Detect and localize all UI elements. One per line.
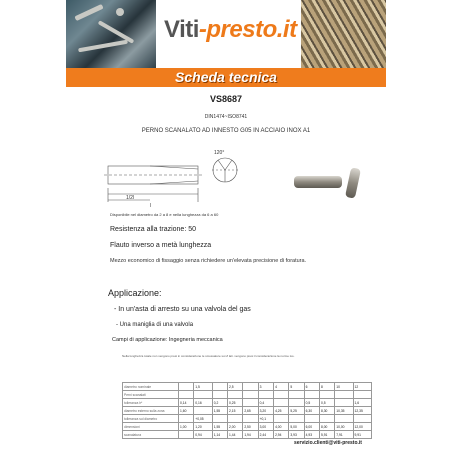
table-row-label: scanalatura: [123, 431, 179, 439]
table-cell: [335, 391, 353, 399]
table-cell: 8: [319, 383, 334, 391]
header: [66, 0, 386, 68]
table-row: [123, 383, 372, 391]
table-cell: 7,91: [335, 431, 353, 439]
table-cell: 3,93: [289, 431, 304, 439]
contact-email[interactable]: servizio.clienti@viti-presto.it: [294, 440, 362, 446]
table-cell: [243, 383, 258, 391]
table-cell: 0,5: [319, 399, 334, 407]
table-cell: 6,00: [304, 423, 319, 431]
table-cell: [228, 391, 243, 399]
table-row-label: dimensioni: [123, 423, 179, 431]
table-cell: 12,00: [353, 423, 371, 431]
table-cell: 0,5: [304, 399, 319, 407]
applications-heading: Applicazione:: [108, 288, 162, 298]
table-row-label: Perni scanalati: [123, 391, 179, 399]
table-cell: 5,00: [289, 423, 304, 431]
table-cell: [289, 399, 304, 407]
table-cell: 12: [353, 383, 371, 391]
table-cell: 1,6: [353, 399, 371, 407]
specs-table: [122, 382, 372, 439]
table-row-label: tolleranza h*: [123, 399, 179, 407]
product-norm: DIN1474~ISO8741: [204, 114, 248, 120]
table-row-label: diametro esterno sulla zona: [123, 407, 179, 415]
table-cell: 2,44: [258, 431, 273, 439]
drawing-label-length: l: [150, 203, 152, 208]
table-cell: 2,94: [274, 431, 289, 439]
page: [66, 0, 386, 452]
application-item: - Una maniglia di una valvola: [116, 322, 194, 328]
table-cell: 6: [304, 383, 319, 391]
table-cell: 2,5: [228, 383, 243, 391]
table-cell: [274, 399, 289, 407]
table-cell: [304, 391, 319, 399]
table-cell: +0,05: [194, 415, 212, 423]
table-cell: 3,00: [258, 423, 273, 431]
table-cell: [289, 391, 304, 399]
sheet-title: Scheda tecnica: [175, 69, 277, 85]
table-cell: +0,1: [258, 415, 273, 423]
table-cell: 1,94: [243, 431, 258, 439]
table-cell: 1,55: [212, 407, 227, 415]
table-cell: 8,30: [319, 407, 334, 415]
table-cell: 10,35: [335, 407, 353, 415]
table-row: [123, 391, 372, 399]
technical-drawing: [100, 146, 250, 208]
table-cell: [304, 415, 319, 423]
application-item: - In un'asta di arresto su una valvola del gas: [114, 306, 251, 313]
product-code: VS8687: [209, 94, 243, 104]
table-cell: 0,14: [179, 399, 194, 407]
table-cell: [258, 391, 273, 399]
table-cell: 1,55: [212, 423, 227, 431]
table-cell: [179, 391, 194, 399]
title-bar: [66, 68, 386, 87]
table-row: [123, 423, 372, 431]
table-row: [123, 399, 372, 407]
table-row: [123, 407, 372, 415]
table-cell: 12,35: [353, 407, 371, 415]
table-cell: 1,00: [179, 423, 194, 431]
usage-text: Mezzo economico di fissaggio senza richiedere un'elevata precisione di foratura.: [110, 258, 307, 264]
table-cell: [212, 415, 227, 423]
table-cell: [289, 415, 304, 423]
table-cell: 4: [274, 383, 289, 391]
table-cell: 2,00: [228, 423, 243, 431]
table-cell: 4,00: [274, 423, 289, 431]
table-cell: 1,5: [194, 383, 212, 391]
length-note: Nella lunghezza totale non vengono presi in considerazione le smussature sui Z lati. vengono presi il considerazione la norme iso.: [122, 354, 295, 358]
table-cell: 0,4: [258, 399, 273, 407]
table-row: [123, 415, 372, 423]
table-cell: [179, 383, 194, 391]
table-row: [123, 431, 372, 439]
table-cell: 3,20: [258, 407, 273, 415]
product-description: PERNO SCANALATO AD INNESTO G05 IN ACCIAIO INOX A1: [141, 128, 311, 134]
table-cell: 8,00: [319, 423, 334, 431]
table-cell: [243, 399, 258, 407]
table-cell: 3: [258, 383, 273, 391]
table-cell: [353, 391, 371, 399]
table-cell: 9,91: [353, 431, 371, 439]
table-cell: [319, 415, 334, 423]
logo[interactable]: Viti-presto.it: [164, 16, 297, 43]
table-cell: 10,00: [335, 423, 353, 431]
table-cell: [179, 415, 194, 423]
table-cell: 4,93: [304, 431, 319, 439]
table-cell: [243, 391, 258, 399]
table-cell: 1,44: [228, 431, 243, 439]
table-cell: [335, 399, 353, 407]
table-cell: [274, 391, 289, 399]
resistance-text: Resistenza alla trazione: 50: [110, 226, 196, 233]
table-cell: [228, 415, 243, 423]
header-photo-tools: [66, 0, 156, 68]
table-cell: [212, 391, 227, 399]
table-cell: 0,94: [194, 431, 212, 439]
table-cell: [179, 431, 194, 439]
table-cell: 2,65: [243, 407, 258, 415]
table-cell: 0,2: [212, 399, 227, 407]
table-cell: [194, 407, 212, 415]
table-cell: [335, 415, 353, 423]
product-photo: [292, 160, 362, 200]
table-cell: 4,25: [274, 407, 289, 415]
table-cell: 0,25: [228, 399, 243, 407]
table-cell: 5: [289, 383, 304, 391]
table-cell: [353, 415, 371, 423]
table-cell: 5,25: [289, 407, 304, 415]
flute-text: Flauto inverso a metà lunghezza: [110, 242, 212, 249]
table-cell: [243, 415, 258, 423]
logo-area: [156, 0, 301, 68]
drawing-label-angle: 120°: [214, 150, 225, 156]
table-cell: 1,14: [212, 431, 227, 439]
table-cell: 0,16: [194, 399, 212, 407]
table-cell: 2,15: [228, 407, 243, 415]
table-cell: 10: [335, 383, 353, 391]
table-cell: [274, 415, 289, 423]
table-cell: 1,20: [194, 423, 212, 431]
table-cell: [194, 391, 212, 399]
table-row-label: tolleranza sul diametro: [123, 415, 179, 423]
application-field: Campi di applicazione: Ingegneria meccanica: [112, 337, 223, 343]
availability-text: Disponibile nel diametro da 2 a 8 e nella lunghezza da 6 a 60: [110, 212, 219, 217]
table-cell: 5,91: [319, 431, 334, 439]
table-cell: 2,50: [243, 423, 258, 431]
header-photo-screws: [301, 0, 386, 68]
table-cell: 6,30: [304, 407, 319, 415]
table-cell: 1,60: [179, 407, 194, 415]
table-cell: [319, 391, 334, 399]
table-cell: [212, 383, 227, 391]
drawing-label-half-length: 1/2l: [126, 195, 135, 201]
table-row-label: diametro nominale: [123, 383, 179, 391]
